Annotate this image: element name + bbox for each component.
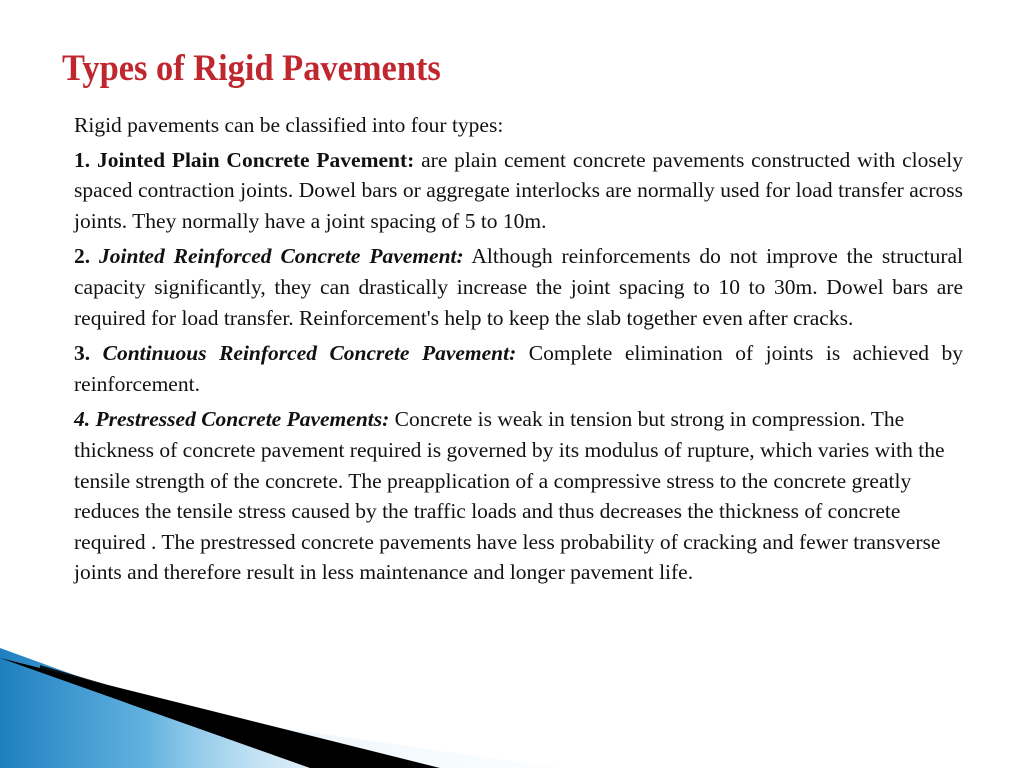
item-description: Complete elimination of joints is achieved by reinforcement. bbox=[74, 341, 964, 396]
item-term: Jointed Reinforced Concrete Pavement: bbox=[99, 244, 464, 269]
item-description: Concrete is weak in tension but strong in compression. The thickness of concrete pavement required is governed by its modulus of rupture, which varies with the tensile strength of the concrete. The preapplication of a compressive stress to the concrete greatly reduces the tensile stress caused by the traffic loads and thus decreases the thickness of concrete required . The prestressed concrete pavements have less probability of cracking and fewer transverse joints and therefore result in less maintenance and longer pavement life. bbox=[74, 407, 945, 585]
list-item-jointed-reinforced bbox=[74, 241, 963, 333]
item-description: are plain cement concrete pavements constructed with closely spaced contraction joints. Dowel bars or aggregate interlocks are normally used for load transfer across joints. They normally have a joint spacing of 5 to 10m. bbox=[74, 147, 964, 233]
slide-title: Types of Rigid Pavements bbox=[62, 48, 441, 89]
item-number: 2. bbox=[74, 244, 100, 269]
item-description: Although reinforcements do not improve the structural capacity significantly, they can drastically increase the joint spacing to 10 to 30m. Dowel bars are required for load transfer. Reinforcement's help to keep the slab together even after cracks. bbox=[74, 244, 964, 330]
list-item-prestressed bbox=[74, 404, 963, 588]
item-term: Jointed Plain Concrete Pavement: bbox=[96, 147, 415, 172]
slide-body bbox=[74, 110, 963, 593]
list-item-jointed-plain bbox=[74, 145, 963, 237]
item-number: 1. bbox=[74, 147, 97, 172]
list-item-continuous-reinforced bbox=[74, 338, 963, 399]
item-number: 3. bbox=[74, 341, 103, 366]
intro-text: Rigid pavements can be classified into four types: bbox=[74, 113, 504, 137]
item-term: Continuous Reinforced Concrete Pavement: bbox=[102, 341, 517, 366]
item-term: 4. Prestressed Concrete Pavements: bbox=[74, 407, 390, 432]
